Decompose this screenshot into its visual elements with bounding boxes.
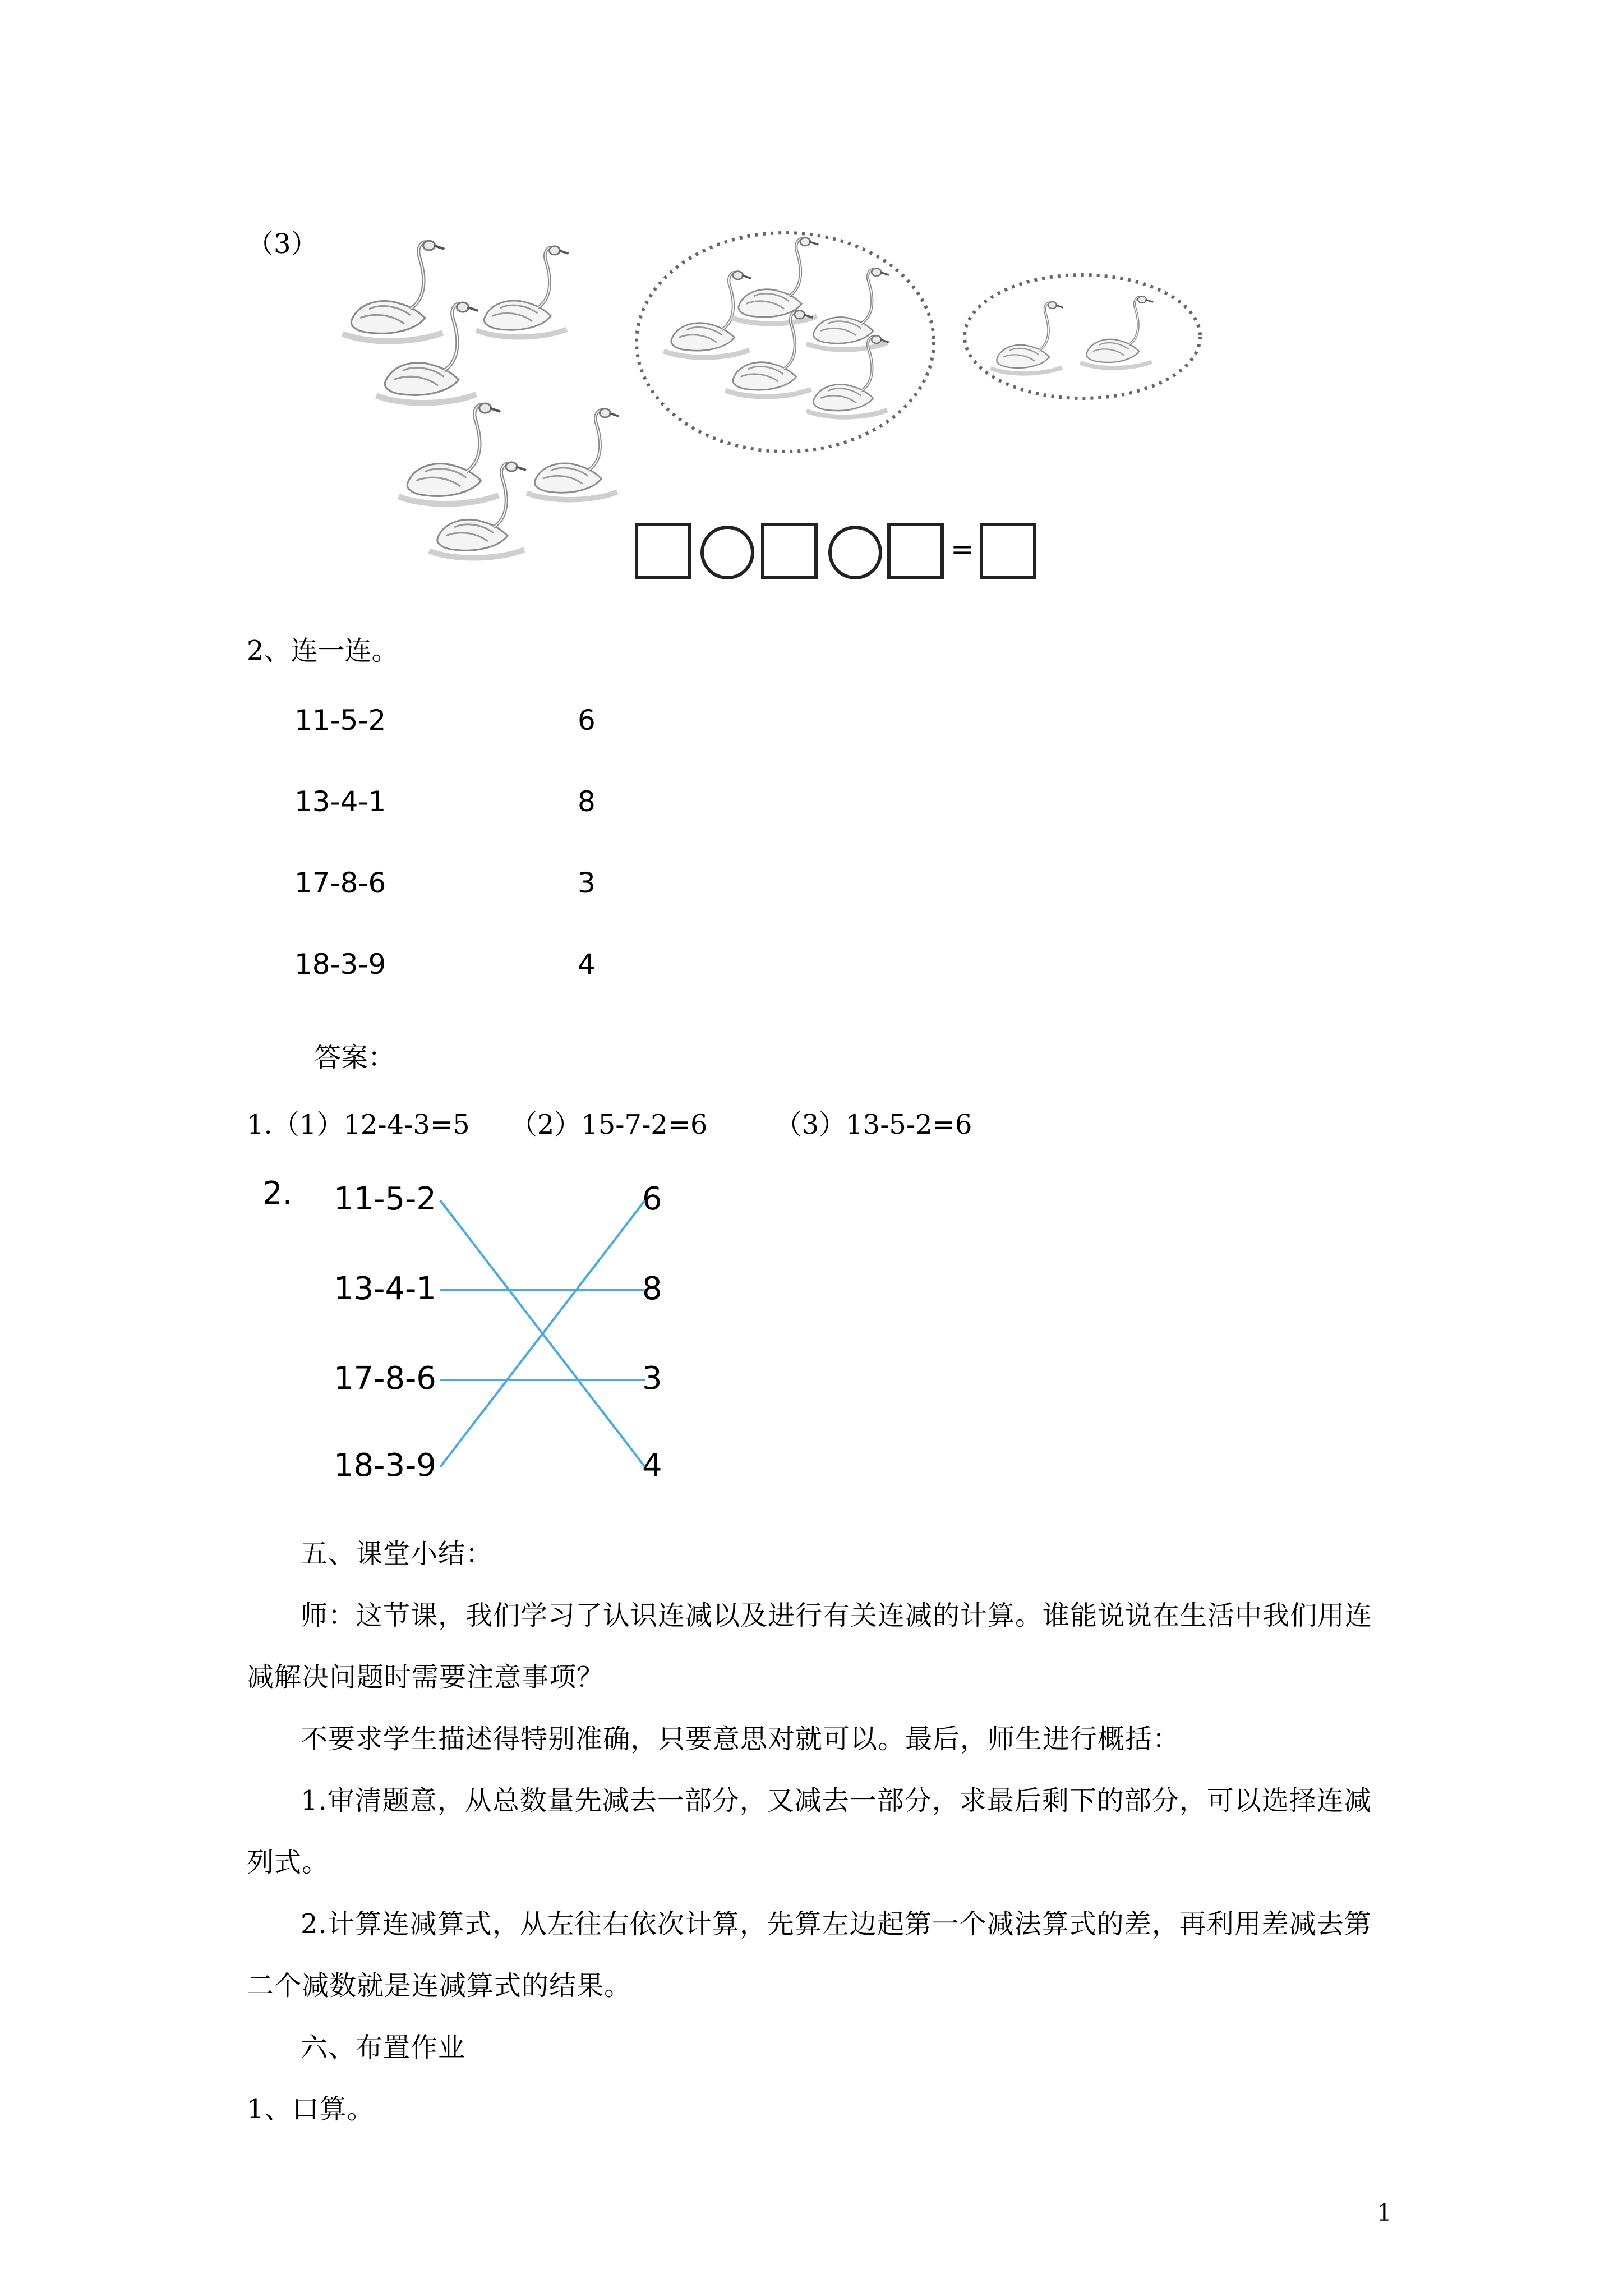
match-left-4: 18-3-9 (294, 948, 386, 981)
answer-left-1: 11-5-2 (334, 1181, 436, 1217)
answer-right-4: 4 (642, 1447, 662, 1484)
question-3-label: （3） (247, 228, 318, 260)
match-left-1: 11-5-2 (294, 704, 386, 737)
summary-point-2: 2.计算连减算式，从左往右依次计算，先算左边起第一个减法算式的差，再利用差减去第二个减数就是连减算式的结果。 (247, 1908, 1372, 2001)
answer-left-2: 13-4-1 (334, 1271, 436, 1307)
answer-2-label: 2. (262, 1175, 293, 1212)
answers-heading: 答案： (314, 1042, 395, 1073)
summary-intro: 不要求学生描述得特别准确，只要意思对就可以。最后，师生进行概括： (301, 1723, 1181, 1755)
page-number: 1 (1377, 2199, 1392, 2226)
answer-left-3: 17-8-6 (334, 1360, 436, 1397)
section-6-heading: 六、布置作业 (301, 2032, 466, 2063)
teacher-paragraph: 师：这节课，我们学习了认识连减以及进行有关连减的计算。谁能说说在生活中我们用连减解决问题时需要注意事项？ (247, 1600, 1373, 1693)
match-right-4: 4 (578, 948, 596, 981)
answer-left-4: 18-3-9 (334, 1447, 436, 1484)
answer-right-2: 8 (642, 1271, 662, 1307)
equation-equals-sign: = (951, 533, 974, 565)
match-right-2: 8 (578, 785, 596, 818)
section-5-heading: 五、课堂小结： (301, 1538, 494, 1570)
summary-point-1: 1.审清题意，从总数量先减去一部分，又减去一部分，求最后剩下的部分，可以选择连减列式。 (247, 1785, 1372, 1878)
question-2-heading: 2、连一连。 (247, 635, 399, 666)
answer-1: 1.（1）12-4-3=5 （2）15-7-2=6 （3）13-5-2=6 (247, 1109, 972, 1140)
match-right-1: 6 (578, 704, 596, 737)
match-left-2: 13-4-1 (294, 785, 386, 818)
answer-right-3: 3 (642, 1360, 662, 1397)
homework-item-1: 1、口算。 (247, 2093, 375, 2125)
answer-right-1: 6 (642, 1181, 662, 1217)
match-left-3: 17-8-6 (294, 867, 386, 899)
match-right-3: 3 (578, 867, 596, 899)
